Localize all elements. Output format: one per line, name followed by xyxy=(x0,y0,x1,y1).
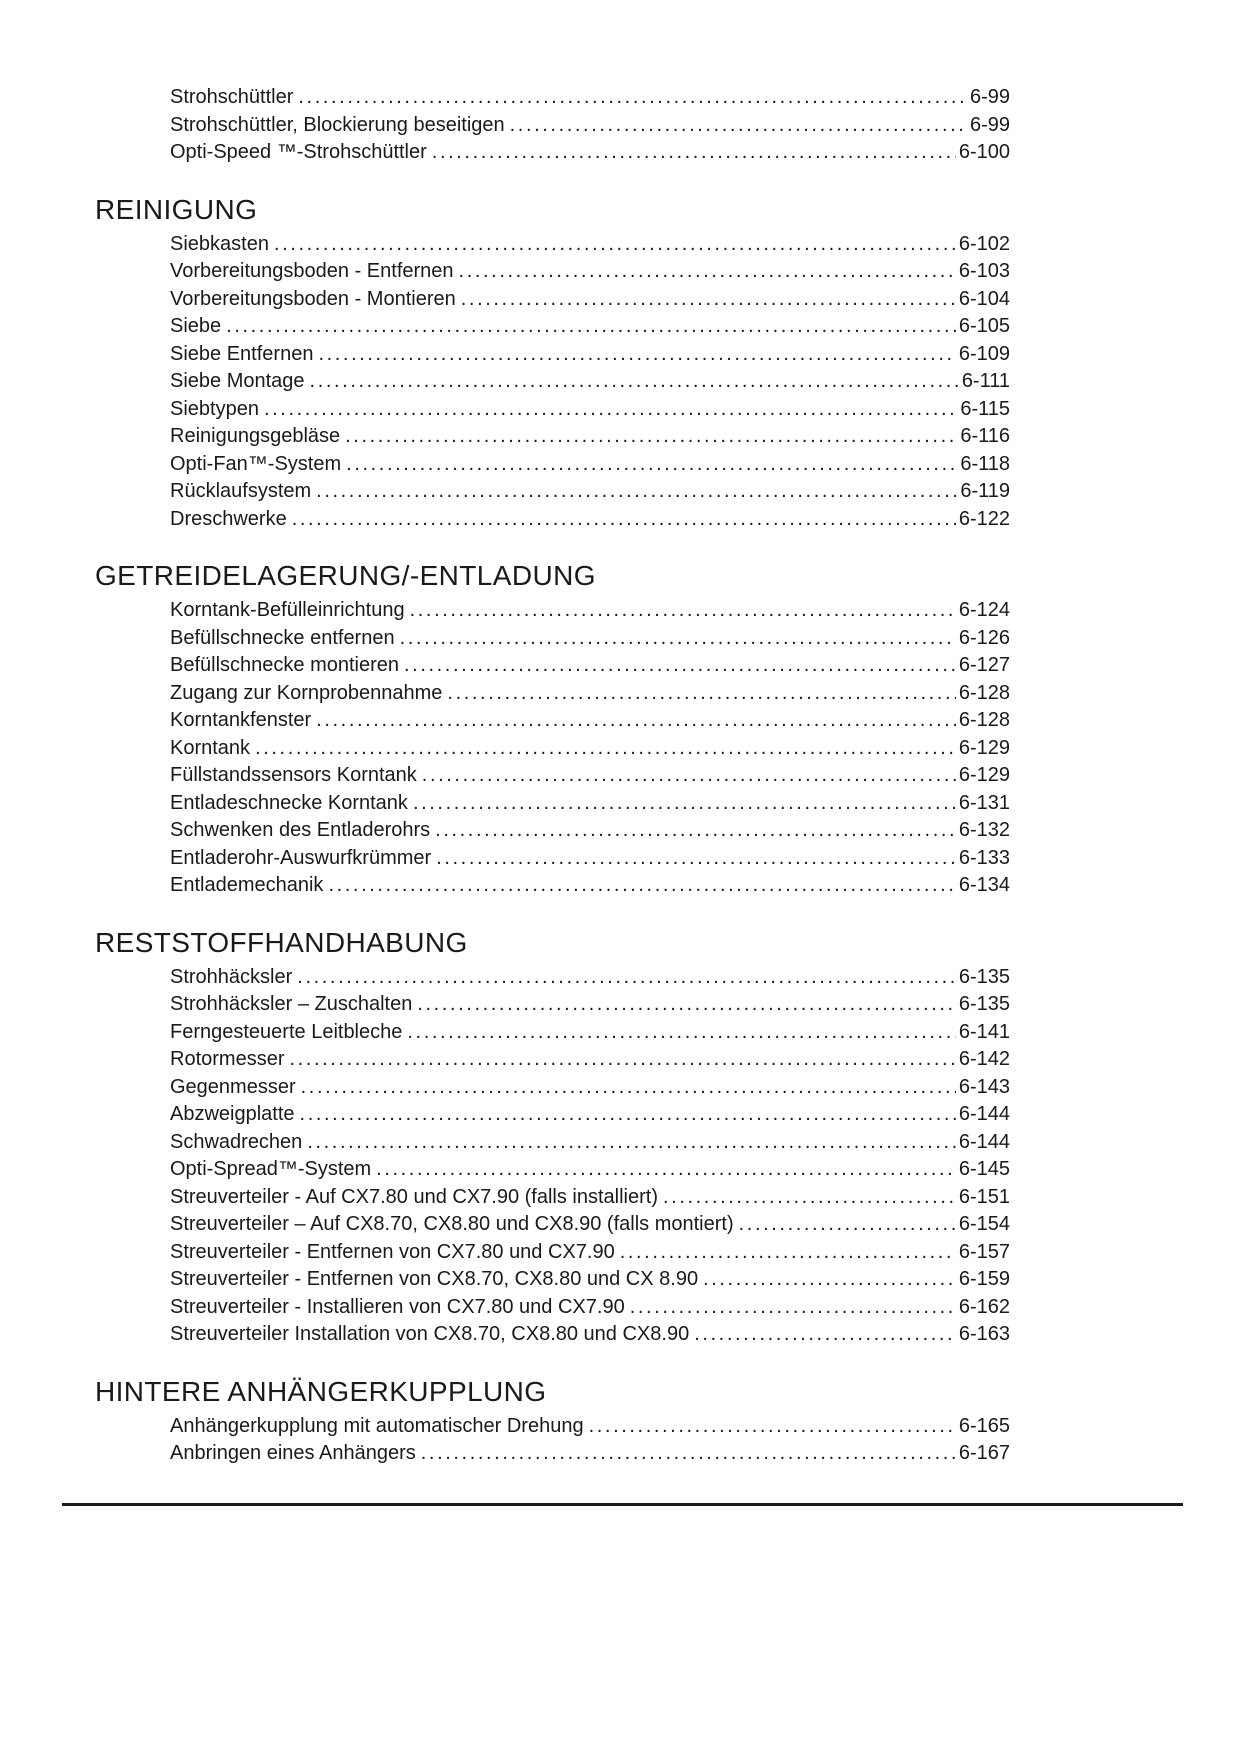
toc-entry xyxy=(95,625,1010,653)
toc-entry xyxy=(95,991,1010,1019)
entry-label: Entlademechanik xyxy=(170,874,324,896)
table-of-contents xyxy=(95,84,1010,1468)
toc-entry xyxy=(95,817,1010,845)
dot-leader xyxy=(461,286,956,314)
toc-entry xyxy=(95,652,1010,680)
toc-section xyxy=(95,926,1010,1349)
entry-label: Siebe Entfernen xyxy=(170,342,314,365)
entry-page-number: 6-99 xyxy=(969,113,1010,136)
entry-page-number: 6-115 xyxy=(960,397,1010,420)
entry-label: Zugang zur Kornprobennahme xyxy=(170,681,443,704)
entry-page-number: 6-167 xyxy=(958,1442,1010,1464)
toc-entry xyxy=(95,286,1010,314)
entry-label: Vorbereitungsboden - Entfernen xyxy=(170,260,454,282)
toc-entry xyxy=(95,1413,1010,1441)
toc-entry xyxy=(95,313,1010,341)
entry-page-number: 6-124 xyxy=(958,599,1010,621)
entry-page-number: 6-165 xyxy=(958,1414,1010,1437)
toc-entry xyxy=(95,506,1010,534)
dot-leader xyxy=(310,368,959,396)
entry-label: Opti-Spread™-System xyxy=(170,1158,372,1180)
section-title: HINTERE ANHÄNGERKUPPLUNG xyxy=(95,1375,547,1407)
entry-page-number: 6-133 xyxy=(958,846,1010,869)
toc-entry xyxy=(95,597,1010,625)
entry-label: Korntank-Befülleinrichtung xyxy=(170,599,405,621)
entry-page-number: 6-154 xyxy=(958,1213,1010,1235)
section-title: RESTSTOFFHANDHABUNG xyxy=(95,926,468,958)
entry-label: Streuverteiler - Installieren von CX7.80 und CX7.90 xyxy=(170,1295,625,1318)
toc-entry xyxy=(95,451,1010,479)
entry-page-number: 6-143 xyxy=(958,1075,1010,1098)
entry-page-number: 6-102 xyxy=(958,232,1010,255)
entry-label: Streuverteiler - Entfernen von CX8.70, CX8.80 und CX 8.90 xyxy=(170,1268,699,1290)
entry-page-number: 6-128 xyxy=(958,681,1010,704)
entry-label: Entladerohr-Auswurfkrümmer xyxy=(170,846,432,869)
entry-label: Gegenmesser xyxy=(170,1075,296,1098)
toc-entry xyxy=(95,1074,1010,1102)
dot-leader xyxy=(226,313,956,341)
toc-entry xyxy=(95,1440,1010,1468)
section-entries xyxy=(95,964,1010,1349)
entry-label: Füllstandssensors Korntank xyxy=(170,764,417,786)
entry-page-number: 6-99 xyxy=(969,86,1010,108)
entry-label: Korntankfenster xyxy=(170,709,312,731)
toc-entry xyxy=(95,964,1010,992)
dot-leader xyxy=(298,84,967,112)
section-title: GETREIDELAGERUNG/-ENTLADUNG xyxy=(95,560,596,591)
entry-label: Entladeschnecke Korntank xyxy=(170,791,408,814)
entry-page-number: 6-118 xyxy=(960,452,1010,475)
dot-leader xyxy=(376,1156,956,1184)
entry-page-number: 6-104 xyxy=(958,287,1010,310)
entry-label: Rotormesser xyxy=(170,1048,285,1070)
entry-page-number: 6-105 xyxy=(958,315,1010,337)
toc-entry xyxy=(95,396,1010,424)
entry-page-number: 6-126 xyxy=(958,626,1010,649)
entry-page-number: 6-134 xyxy=(958,874,1010,896)
dot-leader xyxy=(410,597,956,625)
dot-leader xyxy=(630,1294,956,1322)
toc-entry xyxy=(95,1019,1010,1047)
footer-divider xyxy=(62,1503,1183,1506)
entry-page-number: 6-163 xyxy=(958,1323,1010,1345)
dot-leader xyxy=(345,423,957,451)
toc-entry xyxy=(95,1046,1010,1074)
entry-label: Opti-Speed ™-Strohschüttler xyxy=(170,141,427,163)
dot-leader xyxy=(422,762,956,790)
toc-entry xyxy=(95,258,1010,286)
section-entries xyxy=(95,84,1010,167)
dot-leader xyxy=(316,478,957,506)
entry-page-number: 6-103 xyxy=(958,260,1010,282)
entry-label: Streuverteiler - Entfernen von CX7.80 und CX7.90 xyxy=(170,1240,615,1263)
toc-entry xyxy=(95,341,1010,369)
section-entries xyxy=(95,597,1010,900)
entry-label: Korntank xyxy=(170,736,251,759)
dot-leader xyxy=(301,1074,956,1102)
toc-entry xyxy=(95,1101,1010,1129)
toc-entry xyxy=(95,680,1010,708)
dot-leader xyxy=(328,872,955,900)
entry-page-number: 6-159 xyxy=(958,1268,1010,1290)
entry-page-number: 6-151 xyxy=(958,1185,1010,1208)
toc-entry xyxy=(95,1129,1010,1157)
toc-entry xyxy=(95,1266,1010,1294)
entry-page-number: 6-129 xyxy=(958,764,1010,786)
section-title: REINIGUNG xyxy=(95,193,258,225)
dot-leader xyxy=(264,396,957,424)
dot-leader xyxy=(459,258,956,286)
toc-entry xyxy=(95,707,1010,735)
entry-label: Befüllschnecke entfernen xyxy=(170,626,395,649)
entry-label: Rücklaufsystem xyxy=(170,480,312,502)
entry-page-number: 6-141 xyxy=(958,1020,1010,1043)
dot-leader xyxy=(413,790,956,818)
toc-entry xyxy=(95,423,1010,451)
toc-entry xyxy=(95,84,1010,112)
dot-leader xyxy=(663,1184,956,1212)
dot-leader xyxy=(620,1239,956,1267)
dot-leader xyxy=(589,1413,956,1441)
entry-label: Schwenken des Entladerohrs xyxy=(170,819,431,841)
entry-label: Schwadrechen xyxy=(170,1130,303,1153)
entry-label: Anhängerkupplung mit automatischer Drehung xyxy=(170,1414,584,1437)
toc-entry xyxy=(95,1294,1010,1322)
entry-label: Streuverteiler Installation von CX8.70, CX8.80 und CX8.90 xyxy=(170,1323,690,1345)
entry-page-number: 6-145 xyxy=(958,1158,1010,1180)
dot-leader xyxy=(739,1211,956,1239)
dot-leader xyxy=(300,1101,956,1129)
entry-label: Ferngesteuerte Leitbleche xyxy=(170,1020,403,1043)
dot-leader xyxy=(274,231,956,259)
dot-leader xyxy=(447,680,955,708)
dot-leader xyxy=(400,625,956,653)
dot-leader xyxy=(346,451,957,479)
toc-entry xyxy=(95,112,1010,140)
entry-label: Reinigungsgebläse xyxy=(170,425,341,447)
entry-page-number: 6-144 xyxy=(958,1130,1010,1153)
dot-leader xyxy=(292,506,956,534)
toc-entry xyxy=(95,478,1010,506)
toc-entry xyxy=(95,139,1010,167)
entry-label: Abzweigplatte xyxy=(170,1103,295,1125)
entry-label: Streuverteiler – Auf CX8.70, CX8.80 und CX8.90 (falls montiert) xyxy=(170,1213,734,1235)
entry-label: Strohhäcksler xyxy=(170,965,293,988)
entry-label: Anbringen eines Anhängers xyxy=(170,1442,416,1464)
entry-label: Strohschüttler xyxy=(170,86,294,108)
entry-page-number: 6-119 xyxy=(960,480,1010,502)
toc-section xyxy=(95,193,1010,534)
section-entries xyxy=(95,1413,1010,1468)
entry-page-number: 6-128 xyxy=(958,709,1010,731)
dot-leader xyxy=(318,341,955,369)
entry-label: Strohschüttler, Blockierung beseitigen xyxy=(170,113,505,136)
entry-page-number: 6-135 xyxy=(958,965,1010,988)
toc-entry xyxy=(95,845,1010,873)
dot-leader xyxy=(436,845,956,873)
entry-page-number: 6-157 xyxy=(958,1240,1010,1263)
entry-page-number: 6-129 xyxy=(958,736,1010,759)
entry-label: Befüllschnecke montieren xyxy=(170,654,400,676)
dot-leader xyxy=(694,1321,956,1349)
dot-leader xyxy=(435,817,956,845)
entry-page-number: 6-111 xyxy=(961,370,1010,392)
entry-page-number: 6-162 xyxy=(958,1295,1010,1318)
toc-entry xyxy=(95,368,1010,396)
entry-page-number: 6-135 xyxy=(958,993,1010,1015)
dot-leader xyxy=(255,735,956,763)
toc-entry xyxy=(95,1211,1010,1239)
entry-label: Strohhäcksler – Zuschalten xyxy=(170,993,413,1015)
entry-label: Streuverteiler - Auf CX7.80 und CX7.90 (falls installiert) xyxy=(170,1185,658,1208)
entry-label: Siebkasten xyxy=(170,232,269,255)
entry-page-number: 6-144 xyxy=(958,1103,1010,1125)
toc-entry xyxy=(95,1239,1010,1267)
dot-leader xyxy=(421,1440,956,1468)
toc-entry xyxy=(95,1184,1010,1212)
entry-label: Opti-Fan™-System xyxy=(170,452,342,475)
dot-leader xyxy=(432,139,956,167)
entry-label: Siebe Montage xyxy=(170,370,305,392)
dot-leader xyxy=(407,1019,955,1047)
toc-entry xyxy=(95,872,1010,900)
entry-page-number: 6-100 xyxy=(958,141,1010,163)
dot-leader xyxy=(404,652,956,680)
entry-page-number: 6-109 xyxy=(958,342,1010,365)
dot-leader xyxy=(289,1046,955,1074)
entry-page-number: 6-131 xyxy=(958,791,1010,814)
toc-entry xyxy=(95,1321,1010,1349)
toc-section xyxy=(95,84,1010,167)
entry-page-number: 6-116 xyxy=(960,425,1010,447)
entry-page-number: 6-122 xyxy=(958,507,1010,530)
toc-entry xyxy=(95,1156,1010,1184)
dot-leader xyxy=(316,707,956,735)
dot-leader xyxy=(417,991,956,1019)
toc-section xyxy=(95,559,1010,900)
toc-entry xyxy=(95,735,1010,763)
entry-label: Vorbereitungsboden - Montieren xyxy=(170,287,456,310)
entry-label: Siebtypen xyxy=(170,397,259,420)
toc-entry xyxy=(95,231,1010,259)
entry-page-number: 6-142 xyxy=(958,1048,1010,1070)
toc-entry xyxy=(95,790,1010,818)
dot-leader xyxy=(510,112,967,140)
dot-leader xyxy=(307,1129,956,1157)
entry-label: Siebe xyxy=(170,315,222,337)
dot-leader xyxy=(297,964,956,992)
toc-entry xyxy=(95,762,1010,790)
section-entries xyxy=(95,231,1010,534)
dot-leader xyxy=(703,1266,956,1294)
entry-page-number: 6-132 xyxy=(958,819,1010,841)
toc-section xyxy=(95,1375,1010,1468)
entry-label: Dreschwerke xyxy=(170,507,287,530)
entry-page-number: 6-127 xyxy=(958,654,1010,676)
